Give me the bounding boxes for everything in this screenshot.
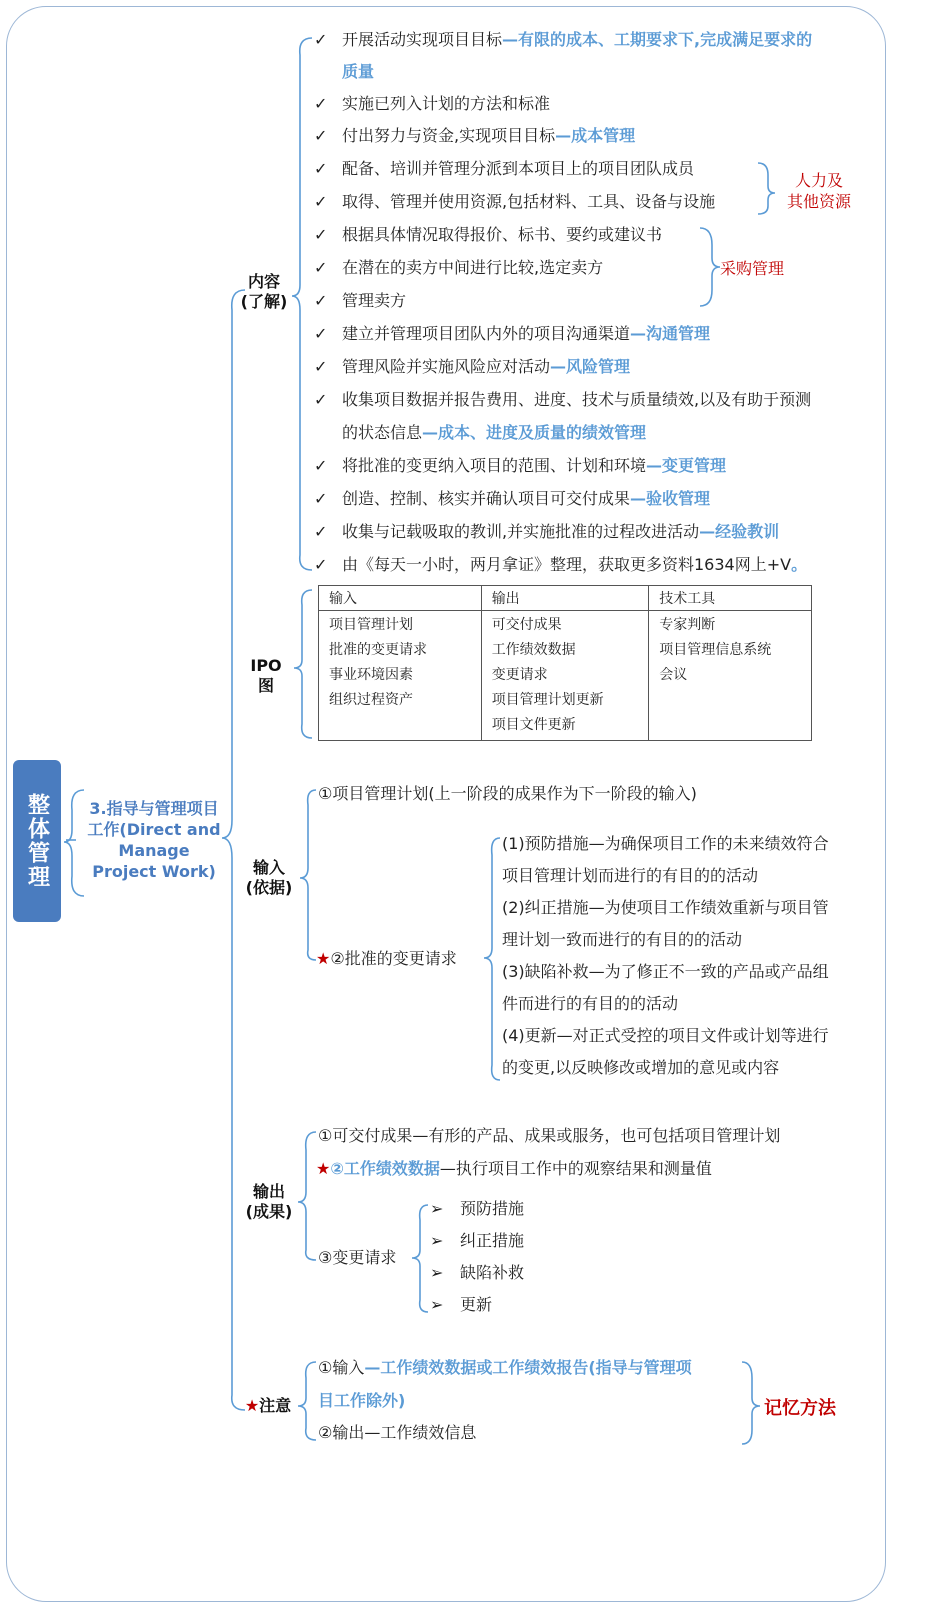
output-item-1 [318,1120,780,1152]
item-text: 配备、培训并管理分派到本项目上的项目团队成员 [342,159,695,178]
bracket-process [64,790,84,896]
item-text: 开展活动实现项目目标 [342,30,503,49]
output-item-2-label: ②工作绩效数据 [330,1159,440,1178]
input-item-2-label: ②批准的变更请求 [330,949,457,968]
branch-content: 内容 (了解) [240,272,288,311]
bracket-output [298,1132,316,1260]
ipo-input-item: 事业环境因素 [329,667,413,683]
arrow-bullet-icon: ➢ [430,1263,444,1282]
change-request-item [430,1193,524,1225]
ipo-tool-item: 项目管理信息系统 [659,642,772,658]
output-item-1-label: ①可交付成果 [318,1126,413,1145]
item-text: 付出努力与资金,实现项目目标 [342,126,556,145]
check-icon: ✓ [314,357,328,376]
note-item-1-highlight: —工作绩效数据或工作绩效报告(指导与管理项 [364,1358,692,1377]
change-requests-list [430,1193,524,1321]
item-highlight: —变更管理 [646,456,727,475]
check-icon: ✓ [314,456,328,475]
check-icon: ✓ [314,159,328,178]
ipo-output-item: 变更请求 [491,667,548,683]
note-item-2-def: —工作绩效信息 [364,1423,477,1442]
content-item-1 [314,30,884,62]
change-request-label: 更新 [460,1295,493,1314]
item-highlight: —验收管理 [630,489,711,508]
ipo-tools-cell [649,611,812,741]
change-request-label: 纠正措施 [460,1231,525,1250]
ipo-output-item: 可交付成果 [491,617,562,633]
change-request-label: 预防措施 [460,1199,525,1218]
bracket-change-types [484,838,500,1080]
change-request-item [430,1257,524,1289]
content-item-2 [314,94,884,126]
check-icon: ✓ [314,324,328,343]
item-highlight: —成本、进度及质量的绩效管理 [422,423,647,442]
ipo-header-output: 输出 [481,586,649,611]
check-icon: ✓ [314,225,328,244]
item-text: 管理卖方 [342,291,407,310]
item-highlight: —成本管理 [555,126,636,145]
item-highlight: —经验教训 [699,522,780,541]
bracket-note [298,1362,316,1440]
check-icon: ✓ [314,258,328,277]
ipo-input-item: 项目管理计划 [329,617,413,633]
arrow-bullet-icon: ➢ [430,1295,444,1314]
branch-input: 输入 (依据) [245,858,293,897]
content-item-11-cont [314,423,884,456]
process-node: 3.指导与管理项目工作(Direct and Manage Project Work) [87,799,221,881]
item-text: 由《每天一小时，两月拿证》整理，获取更多资料1634网上+V [342,555,792,574]
output-item-2 [316,1153,712,1185]
check-icon: ✓ [314,522,328,541]
change-types-list [502,828,829,1084]
branch-note-label: 注意 [259,1396,292,1415]
ipo-input-item: 组织过程资产 [329,692,413,708]
check-icon: ✓ [314,291,328,310]
branch-output: 输出 (成果) [245,1182,293,1221]
output-item-2-def: —执行项目工作中的观察结果和测量值 [439,1159,712,1178]
note-item-2 [318,1417,476,1449]
ipo-tool-item: 专家判断 [659,617,716,633]
note-item-1-label: ①输入 [318,1358,365,1377]
change-request-label: 缺陷补救 [460,1263,525,1282]
brace-memory [742,1362,760,1444]
change-type-1-cont: 项目管理计划而进行的有目的的活动 [502,866,759,885]
branch-note [238,1396,298,1416]
item-highlight: —有限的成本、工期要求下,完成满足要求的 [502,30,813,49]
ipo-header-input: 输入 [319,586,482,611]
item-text: 收集项目数据并报告费用、进度、技术与质量绩效,以及有助于预测 [342,390,812,409]
item-text: 收集与记载吸取的教训,并实施批准的过程改进活动 [342,522,700,541]
content-list [314,30,884,588]
root-node: 整体管理 [13,760,61,922]
ipo-tool-item: 会议 [659,667,688,683]
arrow-bullet-icon: ➢ [430,1199,444,1218]
change-type-def: —为使项目工作绩效重新与项目管 [588,898,829,917]
change-type-4 [502,1020,829,1052]
output-item-1-def: —有形的产品、成果或服务，也可包括项目管理计划 [412,1126,781,1145]
content-item-10 [314,357,884,390]
star-icon: ★ [316,949,331,968]
content-item-3 [314,126,884,159]
change-type-2-cont: 理计划一致而进行的有目的的活动 [502,930,743,949]
check-icon: ✓ [314,192,328,211]
change-type-3 [502,956,829,988]
change-type-2 [502,892,829,924]
ipo-outputs-cell [481,611,649,741]
change-type-3-cont: 件而进行的有目的的活动 [502,994,679,1013]
star-icon: ★ [244,1396,260,1415]
content-item-7 [314,258,884,291]
branch-ipo: IPO 图 [250,656,282,695]
note-item-1 [318,1352,692,1384]
change-type-label: (4)更新 [502,1026,557,1045]
content-item-11 [314,390,884,423]
change-type-4-cont: 的变更,以反映修改或增加的意见或内容 [502,1058,780,1077]
content-item-8 [314,291,884,324]
item-text: 取得、管理并使用资源,包括材料、工具、设备与设施 [342,192,716,211]
content-item-1-cont [314,62,884,94]
arrow-bullet-icon: ➢ [430,1231,444,1250]
item-text: 建立并管理项目团队内外的项目沟通渠道 [342,324,631,343]
content-item-9 [314,324,884,357]
star-icon: ★ [316,1159,331,1178]
note-item-2-label: ②输出 [318,1423,365,1442]
ipo-header-row [319,586,812,611]
group-resources-label: 人力及 其他资源 [786,171,851,211]
check-icon: ✓ [314,126,328,145]
item-highlight: —风险管理 [550,357,631,376]
bracket-ipo [294,590,312,738]
change-type-def: —为了修正不一致的产品或产品组 [588,962,829,981]
bracket-branches [222,290,245,1410]
ipo-output-item: 项目文件更新 [491,717,576,733]
memory-method-label: 记忆方法 [764,1398,836,1419]
item-highlight: 质量 [342,62,375,81]
item-highlight: —沟通管理 [630,324,711,343]
item-text: 实施已列入计划的方法和标准 [342,94,551,113]
content-item-15 [314,555,884,588]
item-text: 根据具体情况取得报价、标书、要约或建议书 [342,225,663,244]
content-item-14 [314,522,884,555]
check-icon: ✓ [314,489,328,508]
bracket-input [300,790,316,960]
check-icon: ✓ [314,555,328,574]
ipo-header-tools: 技术工具 [649,586,812,611]
input-item-1: ①项目管理计划(上一阶段的成果作为下一阶段的输入) [318,784,697,803]
output-item-3: ③变更请求 [318,1248,397,1267]
input-item-2 [316,943,457,975]
content-item-6 [314,225,884,258]
bracket-change-requests [412,1205,428,1312]
note-item-1-cont [318,1385,405,1417]
ipo-output-item: 工作绩效数据 [491,642,576,658]
ipo-table [318,585,812,741]
ipo-output-item: 项目管理计划更新 [491,692,604,708]
change-type-label: (2)纠正措施 [502,898,589,917]
ipo-input-item: 批准的变更请求 [329,642,427,658]
change-type-def: —对正式受控的项目文件或计划等进行 [556,1026,829,1045]
bracket-content [292,38,312,570]
note-item-1-highlight-cont: 目工作除外) [318,1391,406,1410]
item-text: 管理风险并实施风险应对活动 [342,357,551,376]
change-type-1 [502,828,829,860]
item-text: 在潜在的卖方中间进行比较,选定卖方 [342,258,604,277]
item-text: 将批准的变更纳入项目的范围、计划和环境 [342,456,647,475]
change-type-def: —为确保项目工作的未来绩效符合 [588,834,829,853]
check-icon: ✓ [314,30,328,49]
item-highlight: 。 [791,555,808,574]
group-procurement-label: 采购管理 [720,259,785,278]
check-icon: ✓ [314,94,328,113]
change-type-label: (1)预防措施 [502,834,589,853]
content-item-13 [314,489,884,522]
check-icon: ✓ [314,390,328,409]
item-text: 的状态信息 [342,423,423,442]
ipo-body-row [319,611,812,741]
change-type-label: (3)缺陷补救 [502,962,589,981]
ipo-inputs-cell [319,611,482,741]
content-item-12 [314,456,884,489]
item-text: 创造、控制、核实并确认项目可交付成果 [342,489,631,508]
change-request-item [430,1225,524,1257]
change-request-item [430,1289,524,1321]
